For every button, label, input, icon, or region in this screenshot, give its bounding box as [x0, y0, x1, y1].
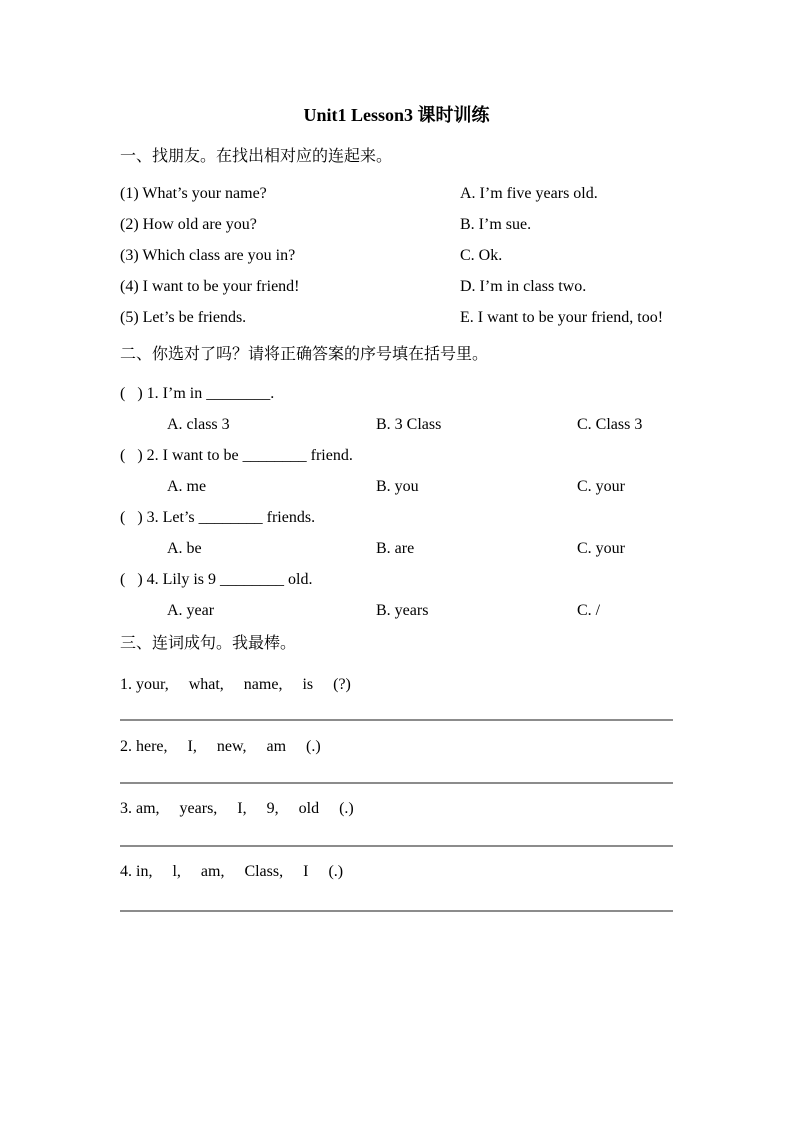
option-c: C. your	[577, 478, 625, 495]
answer-line	[120, 910, 673, 912]
match-row	[120, 271, 673, 302]
scramble-item: 3. am, years, I, 9, old (.)	[120, 800, 354, 817]
option-b: B. years	[376, 602, 429, 619]
match-row	[120, 178, 673, 209]
scramble-item: 4. in, l, am, Class, I (.)	[120, 863, 344, 880]
match-question: (5) Let’s be friends.	[120, 309, 247, 326]
option-b: B. 3 Class	[376, 416, 442, 433]
match-row	[120, 302, 673, 333]
match-question: (1) What’s your name?	[120, 185, 267, 202]
answer-line	[120, 719, 673, 721]
option-b: B. you	[376, 478, 419, 495]
section3-heading: 三、连词成句。我最棒。	[120, 635, 297, 652]
match-row	[120, 209, 673, 240]
question-stem: ( ) 2. I want to be ________ friend.	[120, 447, 353, 464]
question-options	[120, 471, 780, 502]
scramble-item: 1. your, what, name, is (?)	[120, 676, 351, 693]
question-stem: ( ) 3. Let’s ________ friends.	[120, 509, 316, 526]
answer-line	[120, 782, 673, 784]
match-question: (3) Which class are you in?	[120, 247, 296, 264]
match-answer: C. Ok.	[460, 247, 503, 264]
match-answer: D. I’m in class two.	[460, 278, 587, 295]
option-c: C. Class 3	[577, 416, 643, 433]
section2-heading: 二、你选对了吗？请将正确答案的序号填在括号里。	[120, 346, 489, 363]
page-title: Unit1 Lesson3 课时训练	[303, 105, 490, 125]
question-options	[120, 409, 780, 440]
match-answer: A. I’m five years old.	[460, 185, 598, 202]
match-question: (4) I want to be your friend!	[120, 278, 300, 295]
option-c: C. your	[577, 540, 625, 557]
multiple-choice-exercise	[120, 378, 780, 626]
answer-line	[120, 845, 673, 847]
question-options	[120, 533, 780, 564]
option-a: A. year	[167, 602, 215, 619]
scramble-item: 2. here, I, new, am (.)	[120, 738, 321, 755]
matching-exercise	[120, 178, 673, 333]
question-options	[120, 595, 780, 626]
match-answer: E. I want to be your friend, too!	[460, 309, 664, 326]
option-a: A. class 3	[167, 416, 230, 433]
option-b: B. are	[376, 540, 415, 557]
match-question: (2) How old are you?	[120, 216, 257, 233]
question-stem: ( ) 1. I’m in ________.	[120, 385, 275, 402]
question-stem: ( ) 4. Lily is 9 ________ old.	[120, 571, 313, 588]
section1-heading: 一、找朋友。在找出相对应的连起来。	[120, 148, 393, 165]
option-a: A. me	[167, 478, 207, 495]
match-answer: B. I’m sue.	[460, 216, 532, 233]
option-c: C. /	[577, 602, 601, 619]
option-a: A. be	[167, 540, 202, 557]
match-row	[120, 240, 673, 271]
